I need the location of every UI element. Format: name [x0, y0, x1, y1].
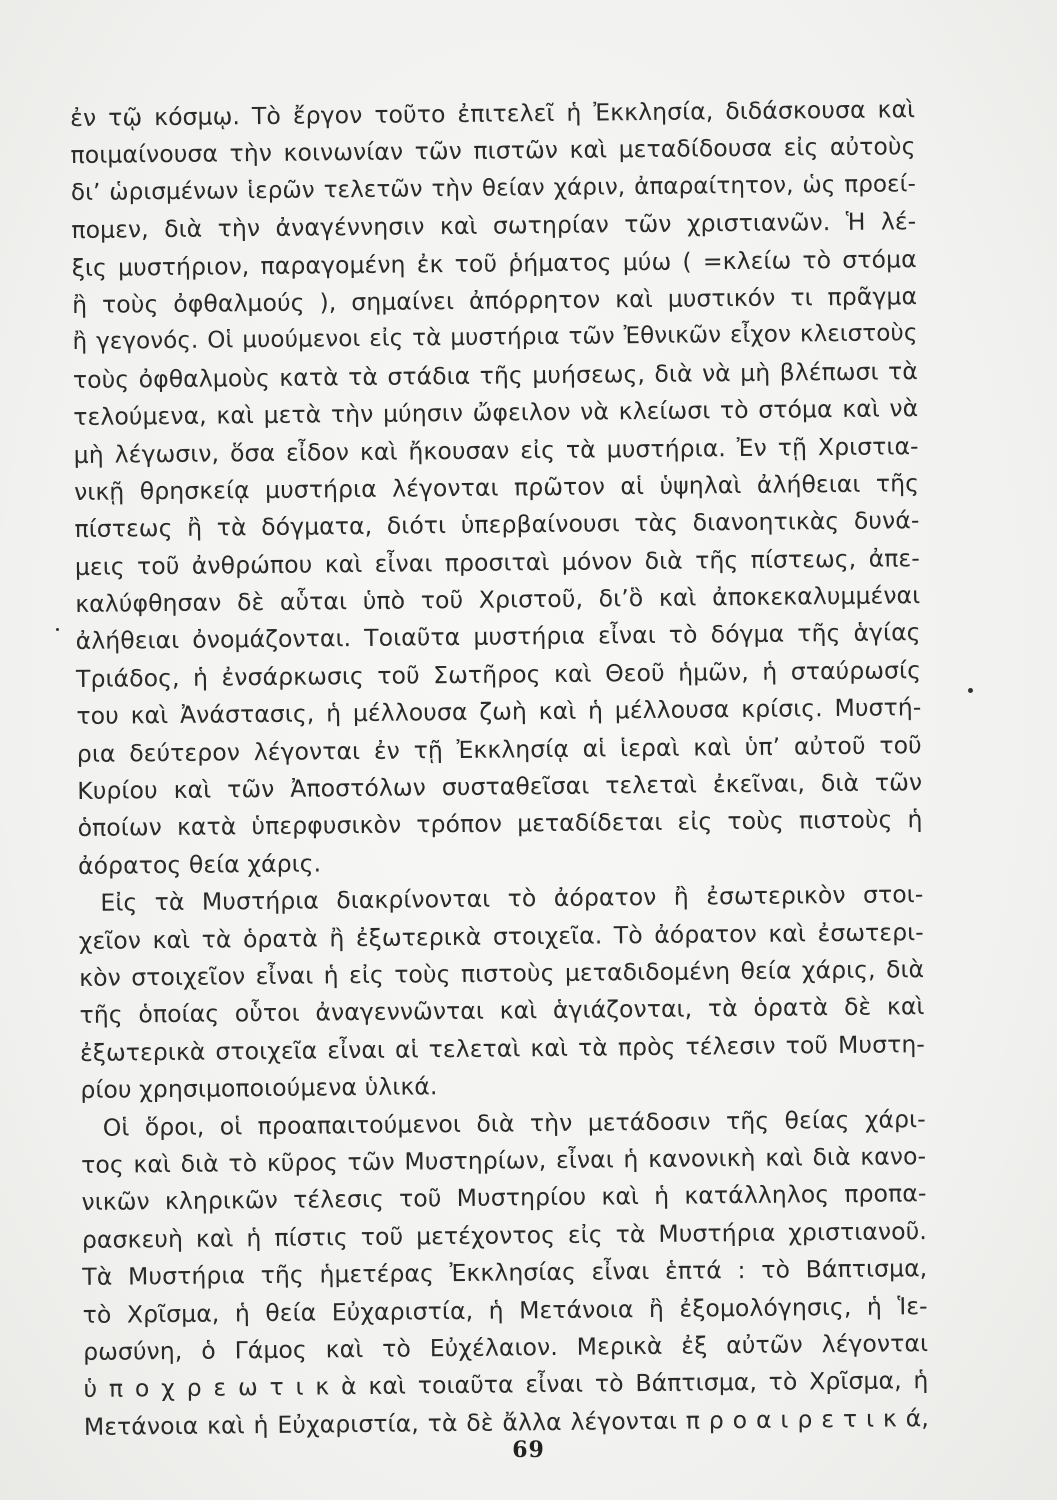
text-line: μεις τοῦ ἀνθρώπου καὶ εἶναι προσιταὶ μόνον διὰ τῆς πίστεως, ἀπε-: [74, 543, 920, 581]
text-line: ἀλήθειαι ὀνομάζονται. Τοιαῦτα μυστήρια εἶναι τὸ δόγμα τῆς ἁγίας: [75, 618, 921, 656]
page-number: 69: [512, 1437, 545, 1463]
text-line: τὸ Χρῖσμα, ἡ θεία Εὐχαριστία, ἡ Μετάνοια ἢ ἐξομολόγησις, ἡ Ἱε-: [82, 1291, 928, 1329]
text-line: Μετάνοια καὶ ἡ Εὐχαριστία, τὰ δὲ ἄλλα λέγονται π ρ ο α ι ρ ε τ ι κ ά,: [83, 1403, 929, 1441]
text-line: ὑ π ο χ ρ ε ω τ ι κ ὰ καὶ τοιαῦτα εἶναι τὸ Βάπτισμα, τὸ Χρῖσμα, ἡ: [83, 1366, 929, 1404]
text-line: Τὰ Μυστήρια τῆς ἡμετέρας Ἐκκλησίας εἶναι ἑπτά : τὸ Βάπτισμα,: [82, 1254, 928, 1292]
text-line: ρασκευὴ καὶ ἡ πίστις τοῦ μετέχοντος εἰς τὰ Μυστήρια χριστιανοῦ.: [81, 1216, 928, 1254]
text-line-paragraph-end: ἀόρατος θεία χάρις.: [77, 849, 322, 880]
text-line: χεῖον καὶ τὰ ὁρατὰ ἢ ἐξωτερικὰ στοιχεῖα. Τὸ ἀόρατον καὶ ἐσωτερι-: [78, 917, 924, 955]
text-line: νικῇ θρησκείᾳ μυστήρια λέγονται πρῶτον αἱ ὑψηλαὶ ἀλήθειαι τῆς: [73, 469, 920, 506]
text-line: ἢ τοὺς ὀφθαλμούς ), σημαίνει ἀπόρρητον καὶ μυστικόν τι πρᾶγμα: [71, 282, 918, 319]
text-line: μὴ λέγωσιν, ὅσα εἶδον καὶ ἤκουσαν εἰς τὰ μυστήρια. Ἐν τῇ Χριστια-: [73, 431, 919, 469]
text-line: τῆς ὁποίας οὗτοι ἀναγεννῶνται καὶ ἁγιάζονται, τὰ ὁρατὰ δὲ καὶ: [79, 992, 925, 1030]
text-line: νικῶν κληρικῶν τέλεσις τοῦ Μυστηρίου καὶ ἡ κατάλληλος προπα-: [81, 1179, 927, 1217]
body-text: [70, 91, 929, 1446]
text-line: ἢ γεγονός. Οἱ μυούμενοι εἰς τὰ μυστήρια τῶν Ἐθνικῶν εἶχον κλειστοὺς: [72, 320, 918, 356]
text-line: ποιμαίνουσα τὴν κοινωνίαν τῶν πιστῶν καὶ μεταδίδουσα εἰς αὐτοὺς: [70, 132, 916, 170]
text-line: ὁποίων κατὰ ὑπερφυσικὸν τρόπον μεταδίδεται εἰς τοὺς πιστοὺς ἡ: [77, 805, 923, 843]
text-line-paragraph-start: Οἱ ὅροι, οἱ προαπαιτούμενοι διὰ τὴν μετάδοσιν τῆς θείας χάρι-: [102, 1104, 926, 1142]
text-line-paragraph-end: ρίου χρησιμοποιούμενα ὑλικά.: [80, 1072, 438, 1105]
text-line: τελούμενα, καὶ μετὰ τὴν μύησιν ὤφειλον νὰ κλείωσι τὸ στόμα καὶ νὰ: [73, 394, 919, 432]
text-line-paragraph-start: Εἰς τὰ Μυστήρια διακρίνονται τὸ ἀόρατον ἢ ἐσωτερικὸν στοι-: [100, 880, 924, 917]
text-line: ἐξωτερικὰ στοιχεῖα εἶναι αἱ τελεταὶ καὶ τὰ πρὸς τέλεσιν τοῦ Μυστη-: [79, 1029, 926, 1067]
text-line: ξις μυστήριον, παραγομένη ἐκ τοῦ ῥήματος μύω ( =κλείω τὸ στόμα: [71, 244, 917, 282]
scan-speck: [968, 688, 973, 693]
text-line: πίστεως ἢ τὰ δόγματα, διότι ὑπερβαίνουσι τὰς διανοητικὰς δυνά-: [74, 506, 920, 544]
text-line: καλύφθησαν δὲ αὗται ὑπὸ τοῦ Χριστοῦ, δι’ὃ καὶ ἀποκεκαλυμμέναι: [75, 581, 921, 619]
text-line: Τριάδος, ἡ ἐνσάρκωσις τοῦ Σωτῆρος καὶ Θεοῦ ἡμῶν, ἡ σταύρωσίς: [75, 655, 922, 693]
text-line: κὸν στοιχεῖον εἶναι ἡ εἰς τοὺς πιστοὺς μεταδιδομένη θεία χάρις, διὰ: [79, 955, 925, 992]
text-line: ρωσύνη, ὁ Γάμος καὶ τὸ Εὐχέλαιον. Μερικὰ ἐξ αὐτῶν λέγονται: [82, 1328, 929, 1366]
text-line: πομεν, διὰ τὴν ἀναγέννησιν καὶ σωτηρίαν τῶν χριστιανῶν. Ἡ λέ-: [71, 207, 917, 245]
text-line: του καὶ Ἀνάστασις, ἡ μέλλουσα ζωὴ καὶ ἡ μέλλουσα κρίσις. Μυστή-: [76, 693, 922, 731]
text-line: ἐν τῷ κόσμῳ. Τὸ ἔργον τοῦτο ἐπιτελεῖ ἡ Ἐκκλησία, διδάσκουσα καὶ: [70, 95, 916, 132]
text-line: Κυρίου καὶ τῶν Ἀποστόλων συσταθεῖσαι τελεταὶ ἐκεῖναι, διὰ τῶν: [77, 768, 923, 805]
text-line: τοὺς ὀφθαλμοὺς κατὰ τὰ στάδια τῆς μυήσεως, διὰ νὰ μὴ βλέπωσι τὰ: [72, 356, 919, 394]
text-line: τος καὶ διὰ τὸ κῦρος τῶν Μυστηρίων, εἶναι ἡ κανονικὴ καὶ διὰ κανο-: [81, 1142, 927, 1179]
scan-speck: [56, 628, 59, 631]
text-line: ρια δεύτερον λέγονται ἐν τῇ Ἐκκλησίᾳ αἱ ἱεραὶ καὶ ὑπ’ αὐτοῦ τοῦ: [76, 730, 922, 768]
text-line: δι’ ὡρισμένων ἱερῶν τελετῶν τὴν θείαν χάριν, ἀπαραίτητον, ὡς προεί-: [70, 170, 917, 206]
